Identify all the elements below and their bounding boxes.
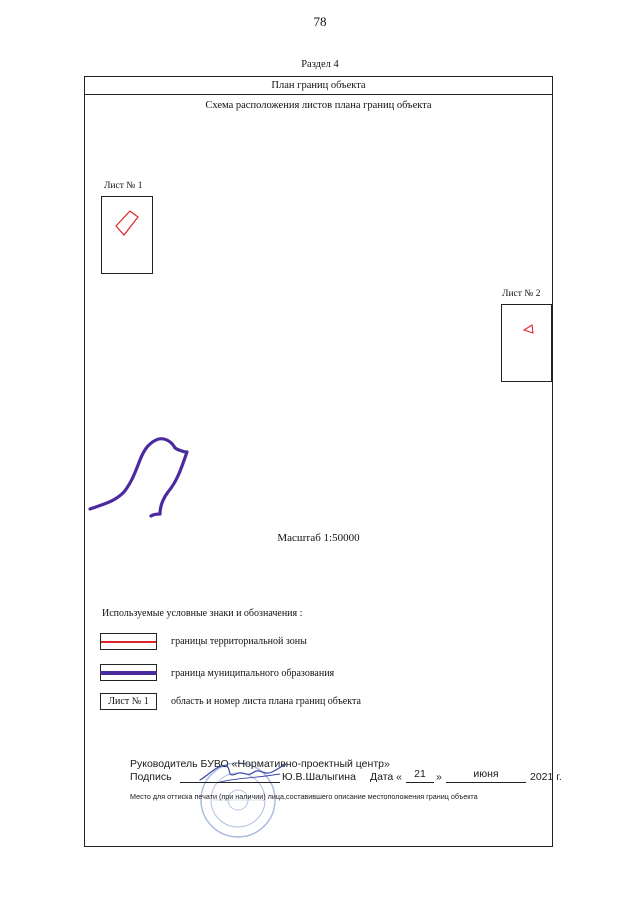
legend-municipal-sample bbox=[100, 664, 157, 681]
municipal-boundary-line bbox=[84, 430, 204, 525]
signature-row bbox=[130, 771, 172, 783]
date-year: 2021 г. bbox=[530, 771, 562, 783]
legend-zone-sample bbox=[100, 633, 157, 650]
sheet-2-label: Лист № 2 bbox=[502, 289, 541, 299]
stamp-note: Место для оттиска печати (при наличии) лица,составившего описание местоположения границ объекта bbox=[130, 792, 478, 801]
day-underline bbox=[406, 782, 434, 783]
plan-title: План границ объекта bbox=[85, 77, 552, 95]
sheet-2-box bbox=[501, 304, 552, 382]
scheme-title: Схема расположения листов плана границ объекта bbox=[205, 100, 432, 111]
page-number: 78 bbox=[313, 14, 327, 29]
sheet-1-label: Лист № 1 bbox=[104, 181, 143, 191]
signature-label: Подпись bbox=[130, 771, 172, 783]
sheet-2-parcel bbox=[502, 305, 553, 383]
section-label: Раздел 4 bbox=[301, 59, 339, 70]
legend-sheet-text: область и номер листа плана границ объекта bbox=[171, 696, 361, 707]
date-label: Дата « bbox=[370, 771, 403, 783]
director-line: Руководитель БУВО «Нормативно-проектный центр» bbox=[130, 758, 390, 770]
legend-title: Используемые условные знаки и обозначения : bbox=[102, 608, 303, 619]
date-month: июня bbox=[473, 768, 499, 780]
sheet-1-box bbox=[101, 196, 153, 274]
legend-sheet-sample: Лист № 1 bbox=[100, 693, 157, 710]
municipal-border-line bbox=[100, 671, 157, 675]
handwritten-signature bbox=[196, 760, 288, 788]
zone-border-line bbox=[101, 641, 156, 643]
scale-label: Масштаб 1:50000 bbox=[277, 532, 360, 544]
legend-zone-text: границы территориальной зоны bbox=[171, 636, 307, 647]
sheet-1-parcel bbox=[102, 197, 154, 275]
month-underline bbox=[446, 782, 526, 783]
date-quote-close: » bbox=[436, 771, 442, 783]
signer-name: Ю.В.Шалыгина bbox=[282, 771, 356, 783]
date-day: 21 bbox=[414, 768, 426, 780]
legend-municipal-text: граница муниципального образования bbox=[171, 668, 335, 679]
